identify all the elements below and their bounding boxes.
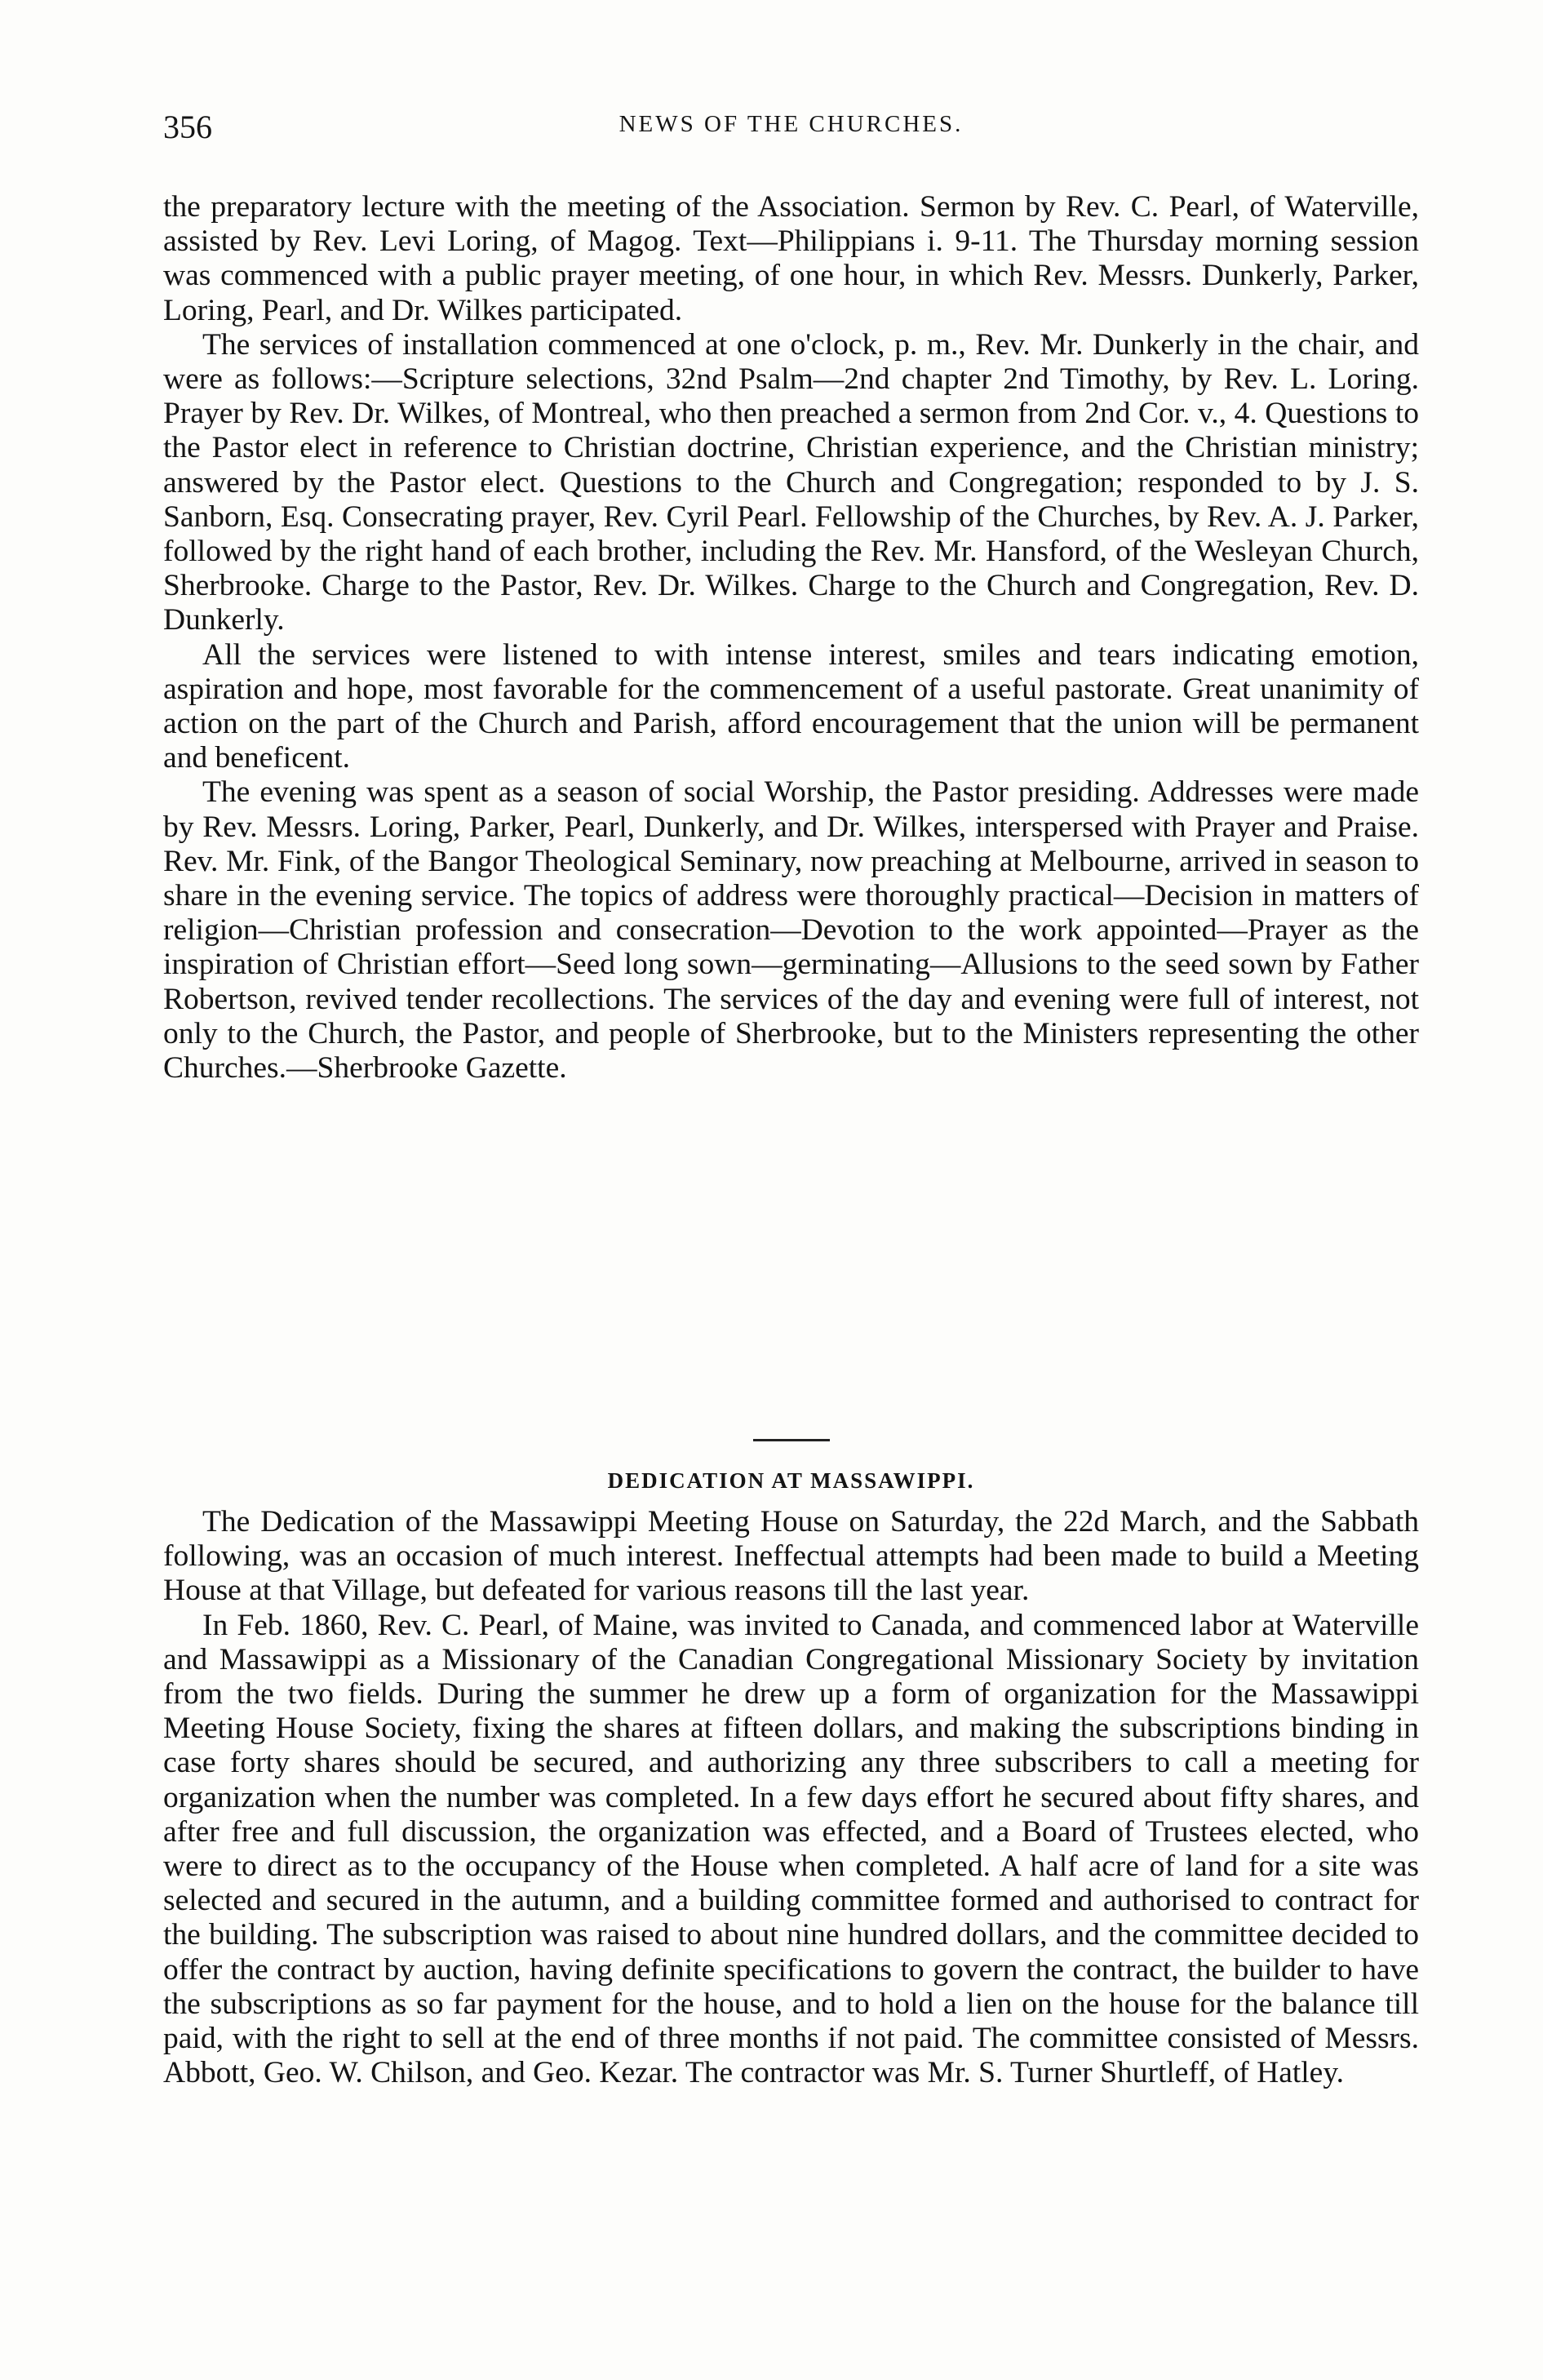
body-paragraph: The Dedication of the Massawippi Meeting House on Saturday, the 22d March, and the Sabbath following, was an occasion of much interest. Ineffectual attempts had been made to build a Meeting House at that Village, but defeated for various reasons till the last year.	[163, 1505, 1419, 1608]
page-content	[163, 190, 1419, 2090]
body-paragraph: The services of installation commenced at one o'clock, p. m., Rev. Mr. Dunkerly in the chair, and were as follows:—Scripture selections, 32nd Psalm—2nd chapter 2nd Timothy, by Rev. L. Loring. Prayer by Rev. Dr. Wilkes, of Montreal, who then preached a sermon from 2nd Cor. v., 4. Questions to the Pastor elect in reference to Christian doctrine, Christian experience, and the Christian ministry; answered by the Pastor elect. Questions to the Church and Congregation; responded to by J. S. Sanborn, Esq. Consecrating prayer, Rev. Cyril Pearl. Fellowship of the Churches, by Rev. A. J. Parker, followed by the right hand of each brother, including the Rev. Mr. Hansford, of the Wesleyan Church, Sherbrooke. Charge to the Pastor, Rev. Dr. Wilkes. Charge to the Church and Congregation, Rev. D. Dunkerly.	[163, 327, 1419, 637]
installation-report	[163, 190, 1419, 1361]
running-head	[163, 108, 1419, 147]
body-paragraph: the preparatory lecture with the meeting of the Association. Sermon by Rev. C. Pearl, of Waterville, assisted by Rev. Levi Loring, of Magog. Text—Philippians i. 9-11. The Thursday morning session was commenced with a public prayer meeting, of one hour, in which Rev. Messrs. Dunkerly, Parker, Loring, Pearl, and Dr. Wilkes participated.	[163, 190, 1419, 327]
running-title: NEWS OF THE CHURCHES.	[619, 111, 964, 137]
dedication-article	[163, 1505, 1419, 2090]
body-paragraph: The evening was spent as a season of social Worship, the Pastor presiding. Addresses were made by Rev. Messrs. Loring, Parker, Pearl, Dunkerly, and Dr. Wilkes, interspersed with Prayer and Praise. Rev. Mr. Fink, of the Bangor Theological Seminary, now preaching at Melbourne, arrived in season to share in the evening service. The topics of address were thoroughly practical—Decision in matters of religion—Christian profession and consecration—Devotion to the work appointed—Prayer as the inspiration of Christian effort—Seed long sown—germinating—Allusions to the seed sown by Father Robertson, revived tender recollections. The services of the day and evening were full of interest, not only to the Church, the Pastor, and people of Sherbrooke, but to the Ministers representing the other Churches.—Sherbrooke Gazette.	[163, 775, 1419, 1086]
page-number: 356	[163, 109, 212, 145]
section-heading: DEDICATION AT MASSAWIPPI.	[607, 1468, 975, 1493]
body-paragraph: All the services were listened to with intense interest, smiles and tears indicating emotion, aspiration and hope, most favorable for the commencement of a useful pastorate. Great unanimity of action on the part of the Church and Parish, afford encouragement that the union will be permanent and beneficent.	[163, 637, 1419, 775]
body-paragraph: In Feb. 1860, Rev. C. Pearl, of Maine, was invited to Canada, and commenced labor at Waterville and Massawippi as a Missionary of the Canadian Congregational Missionary Society by invitation from the two fields. During the summer he drew up a form of organization for the Massawippi Meeting House Society, fixing the shares at fifteen dollars, and making the subscriptions binding in case forty shares should be secured, and authorizing any three subscribers to call a meeting for organization when the number was completed. In a few days effort he secured about fifty shares, and after free and full discussion, the organization was effected, and a Board of Trustees elected, who were to direct as to the occupancy of the House when completed. A half acre of land for a site was selected and secured in the autumn, and a building committee formed and authorised to contract for the building. The subscription was raised to about nine hundred dollars, and the committee decided to offer the contract by auction, having definite specifications to govern the contract, the builder to have the subscriptions as so far payment for the house, and to hold a lien on the house for the balance till paid, with the right to sell at the end of three months if not paid. The committee consisted of Messrs. Abbott, Geo. W. Chilson, and Geo. Kezar. The contractor was Mr. S. Turner Shurtleff, of Hatley.	[163, 1608, 1419, 2090]
section-divider	[753, 1439, 830, 1441]
